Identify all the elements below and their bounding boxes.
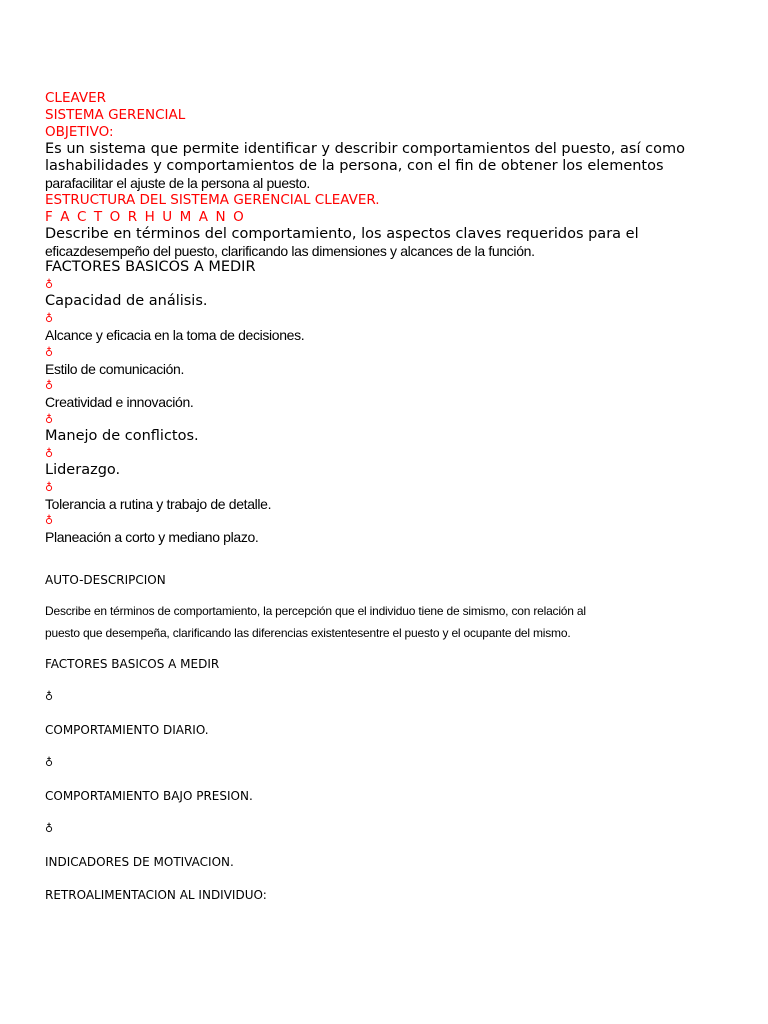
bullet-icon: ♁ <box>45 822 54 835</box>
structure-title: ESTRUCTURA DEL SISTEMA GERENCIAL CLEAVER. <box>45 191 380 208</box>
bullet-icon: ♁ <box>45 480 54 494</box>
factor-item: Estilo de comunicación. <box>45 360 185 377</box>
bullet-icon: ♁ <box>45 278 54 291</box>
feedback-heading: RETROALIMENTACION AL INDIVIDUO: <box>45 888 267 902</box>
bullet-icon: ♁ <box>45 756 54 769</box>
document-section-1 <box>45 90 735 546</box>
factor-item: Liderazgo. <box>45 461 121 478</box>
doc-subtitle: SISTEMA GERENCIAL <box>45 107 186 123</box>
bullet-icon: ♁ <box>45 379 54 392</box>
structure-desc-line-1: Describe en términos del comportamiento, los aspectos claves requeridos para el <box>45 225 639 242</box>
auto-factor-item: COMPORTAMIENTO DIARIO. <box>45 723 209 737</box>
document-section-2 <box>45 570 735 905</box>
factor-item: Tolerancia a rutina y trabajo de detalle. <box>45 495 272 512</box>
structure-desc-line-2: eficazdesempeño del puesto, clarificando las dimensiones y alcances de la función. <box>45 242 535 259</box>
auto-title: AUTO-DESCRIPCION <box>45 573 166 587</box>
factor-humano-title: F A C T O R H U M A N O <box>45 208 246 225</box>
bullet-icon: ♁ <box>45 690 54 703</box>
factors-heading: FACTORES BASICOS A MEDIR <box>45 259 256 275</box>
objective-line-2: lashabilidades y comportamientos de la persona, con el fin de obtener los elementos <box>45 158 664 174</box>
factor-item: Planeación a corto y mediano plazo. <box>45 529 259 545</box>
factor-item: Capacidad de análisis. <box>45 293 208 309</box>
doc-title: CLEAVER <box>45 90 106 106</box>
objective-label: OBJETIVO: <box>45 124 114 140</box>
bullet-icon: ♁ <box>45 514 54 527</box>
auto-factor-item: INDICADORES DE MOTIVACION. <box>45 855 234 869</box>
bullet-icon: ♁ <box>45 345 54 359</box>
auto-desc-line-2: puesto que desempeña, clarificando las diferencias existentesentre el puesto y el ocupante del mismo. <box>45 626 571 640</box>
factor-item: Manejo de conflictos. <box>45 427 199 444</box>
factor-item: Alcance y eficacia en la toma de decisiones. <box>45 327 305 343</box>
bullet-icon: ♁ <box>45 446 54 460</box>
bullet-icon: ♁ <box>45 312 54 325</box>
objective-line-3: parafacilitar el ajuste de la persona al puesto. <box>45 175 310 191</box>
bullet-icon: ♁ <box>45 412 54 426</box>
auto-desc-line-1: Describe en términos de comportamiento, la percepción que el individuo tiene de simismo, con relación al <box>45 604 586 618</box>
objective-line-1: Es un sistema que permite identificar y describir comportamientos del puesto, así como <box>45 141 685 157</box>
factor-item: Creatividad e innovación. <box>45 394 194 410</box>
auto-factors-heading: FACTORES BASICOS A MEDIR <box>45 657 220 671</box>
auto-factor-item: COMPORTAMIENTO BAJO PRESION. <box>45 789 253 803</box>
